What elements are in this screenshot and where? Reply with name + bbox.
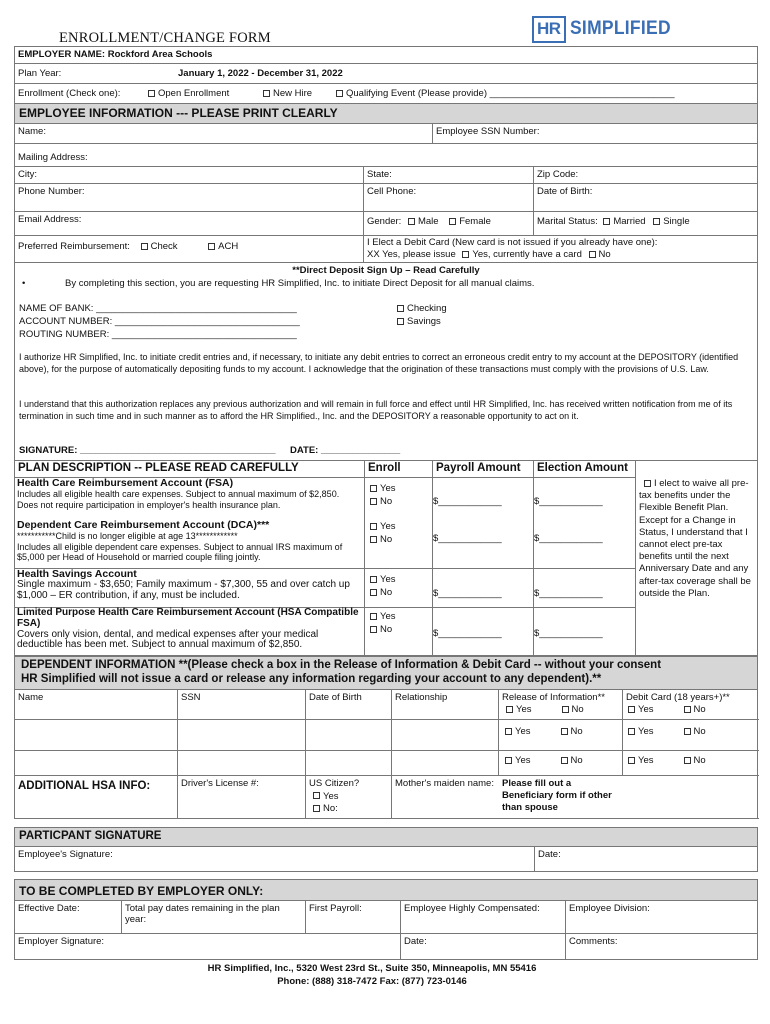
release-yes-2[interactable]: Yes <box>505 726 531 737</box>
footer-phone: Phone: (888) 318-7472 Fax: (877) 723-0146 <box>277 976 467 987</box>
checkbox-icon[interactable] <box>561 728 568 735</box>
hsa-no-option[interactable]: No <box>370 586 427 599</box>
payroll-lpfsa[interactable]: $____________ <box>433 607 533 655</box>
checkbox-icon[interactable] <box>397 305 404 312</box>
zip-field[interactable]: Zip Code: <box>537 169 579 180</box>
checkbox-icon[interactable] <box>313 805 320 812</box>
comments-field[interactable]: Comments: <box>569 936 618 947</box>
name-field[interactable]: Name: <box>15 124 433 143</box>
checkbox-icon[interactable] <box>148 90 155 97</box>
debit-no-2[interactable]: No <box>684 726 706 737</box>
fsa-no-option[interactable]: No <box>370 495 427 508</box>
fsa-yes-option[interactable]: Yes <box>370 482 427 495</box>
enroll-hsa <box>365 568 432 607</box>
plan-year-label: Plan Year: <box>18 68 62 79</box>
enroll-fsa <box>365 478 432 516</box>
checkbox-icon[interactable] <box>370 536 377 543</box>
gender-female-option[interactable]: Female <box>449 216 491 227</box>
debit-yes-issue-option[interactable]: XX Yes, please issue <box>367 249 456 260</box>
enroll-dca <box>365 516 432 568</box>
logo-text: SIMPLIFIED <box>569 18 671 39</box>
checkbox-icon[interactable] <box>336 90 343 97</box>
checkbox-icon[interactable] <box>370 613 377 620</box>
checkbox-icon[interactable] <box>397 318 404 325</box>
debit-yes-2[interactable]: Yes <box>628 726 654 737</box>
debit-have-card-option[interactable]: Yes, currently have a card <box>462 249 582 260</box>
first-payroll-field[interactable]: First Payroll: <box>306 901 401 933</box>
form-header <box>14 10 758 46</box>
checkbox-icon[interactable] <box>141 243 148 250</box>
gender-field: Gender: Male Female <box>364 212 534 235</box>
enrollment-label: Enrollment (Check one): <box>18 88 121 99</box>
hsa-yes-option[interactable]: Yes <box>370 573 427 586</box>
debit-no-1[interactable]: No <box>684 704 706 715</box>
participant-date-field[interactable]: Date: <box>538 849 561 860</box>
employee-info-heading: EMPLOYEE INFORMATION --- PLEASE PRINT CLEARLY <box>14 104 758 124</box>
checkbox-icon[interactable] <box>684 728 691 735</box>
phone-field[interactable]: Phone Number: <box>15 184 364 211</box>
preferred-reimbursement-field: Preferred Reimbursement: Check ACH <box>15 236 364 262</box>
checkbox-icon[interactable] <box>449 218 456 225</box>
lpfsa-no-option[interactable]: No <box>370 623 427 636</box>
plan-desc-header: PLAN DESCRIPTION -- PLEASE READ CAREFULLY <box>15 461 364 478</box>
release-yes-1[interactable]: Yes <box>506 704 532 715</box>
drivers-license-field[interactable]: Driver's License #: <box>178 776 306 819</box>
account-number-field[interactable]: ACCOUNT NUMBER: ___________________________________ <box>19 316 300 327</box>
dep-debit-1: Debit Card (18 years+)** Yes No <box>623 690 759 720</box>
dep-debit-3 <box>623 751 759 776</box>
citizen-yes-option[interactable]: Yes <box>309 791 388 804</box>
employer-date-field[interactable]: Date: <box>401 934 566 959</box>
employer-name: EMPLOYER NAME: Rockford Area Schools <box>18 49 213 60</box>
checkbox-icon[interactable] <box>408 218 415 225</box>
checkbox-icon[interactable] <box>370 576 377 583</box>
marital-married-option[interactable]: Married <box>603 216 645 227</box>
dob-field[interactable]: Date of Birth: <box>537 186 593 197</box>
plan-row-lpfsa: Limited Purpose Health Care Reimbursement Account (HSA Compatible FSA) Covers only vision, dental, and medical expenses after your medical deductible has been met. Subject to annual maximum of $2,850. <box>15 607 364 655</box>
checkbox-icon[interactable] <box>370 589 377 596</box>
checkbox-icon[interactable] <box>313 792 320 799</box>
checkbox-icon[interactable] <box>208 243 215 250</box>
checkbox-icon[interactable] <box>644 480 651 487</box>
plan-year-value: January 1, 2022 - December 31, 2022 <box>178 68 343 79</box>
release-yes-3[interactable]: Yes <box>505 755 531 766</box>
checkbox-icon[interactable] <box>370 523 377 530</box>
ssn-field[interactable]: Employee SSN Number: <box>436 126 540 137</box>
dep-release-2 <box>499 720 623 751</box>
dep-ssn-3[interactable] <box>178 751 306 776</box>
enrollment-form <box>14 10 758 960</box>
plan-row-fsa: Health Care Reimbursement Account (FSA) Includes all eligible health care expenses. Subject to annual maximum of $2,850. Does not require participation in employer's health insurance plan. <box>17 477 340 510</box>
employer-signature-field[interactable]: Employer Signature: <box>15 934 401 959</box>
dep-release-3 <box>499 751 623 776</box>
savings-option[interactable]: Savings <box>397 315 447 328</box>
citizen-no-option[interactable]: No: <box>309 803 388 816</box>
debit-yes-1[interactable]: Yes <box>628 704 654 715</box>
reimb-check-option[interactable]: Check <box>141 241 178 252</box>
bank-name-field[interactable]: NAME OF BANK: ______________________________________ <box>19 303 297 314</box>
plan-table <box>14 461 758 656</box>
bank-fields <box>19 302 300 341</box>
dep-dob-2[interactable] <box>306 720 392 751</box>
checkbox-icon[interactable] <box>684 706 691 713</box>
dca-no-option[interactable]: No <box>370 533 427 546</box>
dep-debit-2 <box>623 720 759 751</box>
direct-deposit-section <box>14 263 758 461</box>
direct-deposit-title: **Direct Deposit Sign Up – Read Carefully <box>292 265 480 276</box>
beneficiary-note: Please fill out a Beneficiary form if other than spouse <box>499 776 759 819</box>
payroll-fsa[interactable]: $____________ <box>433 496 502 507</box>
checkbox-icon[interactable] <box>370 626 377 633</box>
checkbox-icon[interactable] <box>562 706 569 713</box>
employee-signature-field[interactable]: Employee's Signature: <box>15 847 535 871</box>
checkbox-icon[interactable] <box>653 218 660 225</box>
footer-address: HR Simplified, Inc., 5320 West 23rd St., Suite 350, Minneapolis, MN 55416 <box>207 963 537 974</box>
checking-option[interactable]: Checking <box>397 302 447 315</box>
additional-hsa-title: ADDITIONAL HSA INFO: <box>15 776 178 819</box>
payroll-hsa[interactable]: $____________ <box>433 568 533 607</box>
form-title: ENROLLMENT/CHANGE FORM <box>59 30 271 46</box>
checkbox-icon[interactable] <box>628 757 635 764</box>
election-header: Election Amount <box>534 461 635 478</box>
debit-no-3[interactable]: No <box>684 755 706 766</box>
checkbox-icon[interactable] <box>603 218 610 225</box>
dep-release-1: Release of Information** Yes No <box>499 690 623 720</box>
dep-ssn-header: SSN <box>178 690 306 720</box>
gender-male-option[interactable]: Male <box>408 216 439 227</box>
dca-yes-option[interactable]: Yes <box>370 520 427 533</box>
logo-box: HR <box>532 16 566 43</box>
release-no-2[interactable]: No <box>561 726 583 737</box>
dep-name-3[interactable] <box>15 751 178 776</box>
authorization-paragraph-2: I understand that this authorization replaces any previous authorization and will remain in full force and effect until HR Simplified, Inc. has received written notification from me of its termination in such time and in such manner as to afford the HR Simplified., Inc. and the DEPOSITORY a reasonable opportunity to act on it. <box>19 399 733 421</box>
qualifying-event-option[interactable]: Qualifying Event (Please provide) ___________________________________ <box>333 86 678 101</box>
bullet-icon: • <box>22 278 26 289</box>
authorization-paragraph-1: I authorize HR Simplified, Inc. to initiate credit entries and, if necessary, to initiate any debit entries to correct an erroneous credit entry to my account at the DEPOSITORY (identified above), for the purpose of automatically depositing funds to my account. I acknowledge that the origination of these transactions must comply with the provisions of U.S. Law. <box>19 352 739 374</box>
employer-only-heading: TO BE COMPLETED BY EMPLOYER ONLY: <box>14 879 758 901</box>
employer-block <box>14 46 758 104</box>
marital-status-field: Marital Status: Married Single <box>537 216 690 227</box>
dep-name-header: Name <box>15 690 178 720</box>
dependent-info-heading: DEPENDENT INFORMATION **(Please check a box in the Release of Information & Debit Card -- without your consent HR Simplified will not issue a card or release any information regarding your account to any dependent).** <box>14 656 758 690</box>
checkbox-icon[interactable] <box>505 728 512 735</box>
plan-row-hsa: Health Savings Account Single maximum - $3,650; Family maximum - $7,300, 55 and over catch up $1,000 – ER contribution, if any, must be included. <box>15 568 364 607</box>
routing-number-field[interactable]: ROUTING NUMBER: ___________________________________ <box>19 329 297 340</box>
election-dca[interactable]: $____________ <box>534 533 603 544</box>
checkbox-icon[interactable] <box>628 728 635 735</box>
maiden-name-field[interactable]: Mother's maiden name: <box>392 776 499 819</box>
checkbox-icon[interactable] <box>505 757 512 764</box>
deposit-signature-field[interactable]: SIGNATURE: _____________________________________ <box>19 445 276 456</box>
enroll-header: Enroll <box>365 461 432 478</box>
election-lpfsa[interactable]: $____________ <box>534 607 635 655</box>
checkbox-icon[interactable] <box>370 498 377 505</box>
checkbox-icon[interactable] <box>462 251 469 258</box>
checkbox-icon[interactable] <box>628 706 635 713</box>
marital-single-option[interactable]: Single <box>653 216 689 227</box>
dep-rel-2[interactable] <box>392 720 499 751</box>
direct-deposit-bullet: By completing this section, you are requesting HR Simplified, Inc. to initiate Direct Deposit for all manual claims. <box>65 278 535 289</box>
debit-no-option[interactable]: No <box>589 249 611 260</box>
city-field[interactable]: City: <box>15 167 364 183</box>
mailing-address-field[interactable]: Mailing Address: <box>18 152 88 163</box>
release-no-1[interactable]: No <box>562 704 584 715</box>
open-enrollment-option[interactable]: Open Enrollment <box>145 86 260 101</box>
election-fsa[interactable]: $____________ <box>534 496 603 507</box>
debit-card-election: I Elect a Debit Card (New card is not issued if you already have one): XX Yes, please issue Yes, currently have a card No <box>367 237 658 260</box>
waive-benefits-option[interactable]: I elect to waive all pre-tax benefits under the Flexible Benefit Plan. Except for a Change in Status, I understand that I cannot elect pre-tax benefits until the next Anniversary Date and any after-tax coverage shall be outside the Plan. <box>639 478 751 599</box>
dep-name-2[interactable] <box>15 720 178 751</box>
dep-rel-3[interactable] <box>392 751 499 776</box>
highly-compensated-field[interactable]: Employee Highly Compensated: <box>401 901 566 933</box>
payroll-header: Payroll Amount <box>433 461 533 478</box>
effective-date-field[interactable]: Effective Date: <box>15 901 122 933</box>
release-no-3[interactable]: No <box>561 755 583 766</box>
dep-relationship-header: Relationship <box>392 690 499 720</box>
deposit-date-field[interactable]: DATE: _______________ <box>290 445 401 456</box>
dep-ssn-2[interactable] <box>178 720 306 751</box>
dep-dob-3[interactable] <box>306 751 392 776</box>
dep-dob-header: Date of Birth <box>306 690 392 720</box>
checkbox-icon[interactable] <box>561 757 568 764</box>
checkbox-icon[interactable] <box>684 757 691 764</box>
email-field[interactable]: Email Address: <box>15 212 364 235</box>
reimb-ach-option[interactable]: ACH <box>208 241 238 252</box>
lpfsa-yes-option[interactable]: Yes <box>370 610 427 623</box>
participant-signature-heading: PARTICPANT SIGNATURE <box>14 827 758 847</box>
pay-dates-field[interactable]: Total pay dates remaining in the plan year: <box>122 901 306 933</box>
election-hsa[interactable]: $____________ <box>534 568 635 607</box>
account-type-options <box>397 302 447 328</box>
checkbox-icon[interactable] <box>263 90 270 97</box>
checkbox-icon[interactable] <box>506 706 513 713</box>
state-field[interactable]: State: <box>364 167 534 183</box>
checkbox-icon[interactable] <box>370 485 377 492</box>
footer <box>0 962 744 988</box>
hr-simplified-logo <box>532 15 679 43</box>
new-hire-option[interactable]: New Hire <box>260 86 333 101</box>
plan-row-dca: Dependent Care Reimbursement Account (DCA)*** ***********Child is no longer eligible at age 13************ Includes all eligible dependent care expenses. Subject to annual IRS maximum of $5,000 per Head of Household or married couple filing jointly. <box>17 519 343 563</box>
dependent-table <box>14 690 758 819</box>
employee-division-field[interactable]: Employee Division: <box>569 903 650 914</box>
enroll-lpfsa <box>365 607 432 655</box>
cell-phone-field[interactable]: Cell Phone: <box>364 184 534 211</box>
us-citizen-field: US Citizen? Yes No: <box>306 776 392 819</box>
checkbox-icon[interactable] <box>589 251 596 258</box>
payroll-dca[interactable]: $____________ <box>433 533 502 544</box>
debit-yes-3[interactable]: Yes <box>628 755 654 766</box>
